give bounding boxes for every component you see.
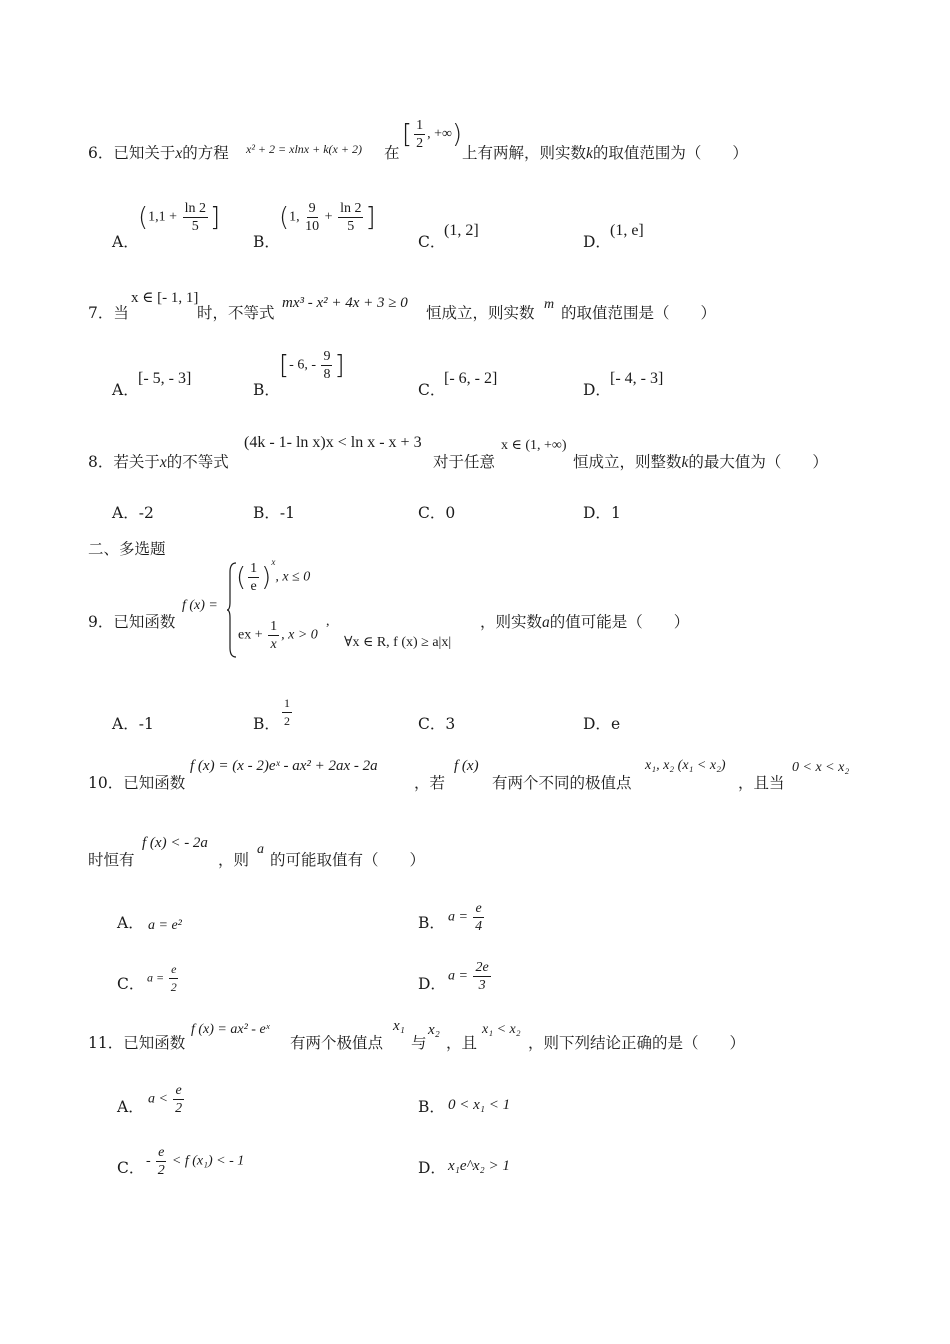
q6-option-d-label: D． xyxy=(583,233,611,251)
q10-function: f (x) = (x - 2)eˣ - ax² + 2ax - 2a xyxy=(190,758,378,774)
q9-suffix-a: ，则实数 xyxy=(480,613,543,631)
q10-mid: 有两个不同的极值点 xyxy=(492,774,632,792)
q9-option-a: A．-1 xyxy=(112,715,154,733)
q9-option-b-value: $\frac{1}{2}$ xyxy=(284,696,290,728)
q11-suffix: ，则下列结论正确的是（ ） xyxy=(528,1034,746,1052)
q10-option-d-value: a = $\frac{2e}{3}$ xyxy=(448,960,489,993)
q6-var: x xyxy=(175,145,183,162)
q10-option-a-label: A． xyxy=(117,914,144,932)
q8-condition: x ∈ (1, +∞) xyxy=(501,438,567,453)
q10-range: 0 < x < x₂ xyxy=(792,760,850,775)
q8-option-d: D．1 xyxy=(583,504,621,522)
q10-option-d-label: D． xyxy=(418,975,446,993)
q8-mid: 的不等式 xyxy=(166,453,229,471)
q10-option-c-label: C． xyxy=(117,975,145,993)
q10-fx2: f (x) xyxy=(454,758,479,774)
q9-fx: f (x) = xyxy=(182,598,218,613)
q10-line2-ineq: f (x) < - 2a xyxy=(142,835,208,851)
q7-option-a-label: A． xyxy=(112,381,139,399)
q8-inequality: (4k - 1- ln x)x < ln x - x + 3 xyxy=(244,434,422,451)
q6-in: 在 xyxy=(384,144,400,162)
q10-option-b-value: a = $\frac{e}{4}$ xyxy=(448,901,483,934)
q6-suffix-a: 上有两解，则实数 xyxy=(462,144,587,162)
q10-option-b-label: B． xyxy=(418,914,445,932)
q11-option-d-label: D． xyxy=(418,1159,446,1177)
q6-option-c-value: (1, 2] xyxy=(444,222,479,239)
q7-mid: 时，不等式 xyxy=(197,304,275,322)
q11-cond: x₁ < x₂ xyxy=(482,1022,521,1037)
q7-prefix: 7．当 xyxy=(88,304,129,322)
q7-suffix-b: 的取值范围是（ ） xyxy=(561,304,717,322)
q11-prefix: 11．已知函数 xyxy=(88,1034,186,1052)
q9-option-b-label: B． xyxy=(253,715,280,733)
q9-suffix-b: 的值可能是（ ） xyxy=(549,613,690,631)
q9-case-1: ( $\frac{1}{e}$ )$^x$, x ≤ 0 xyxy=(236,557,311,594)
q10-line2-suffix: 的可能取值有（ ） xyxy=(270,851,426,869)
q11-q: ，且 xyxy=(446,1034,478,1052)
q11-mid: 有两个极值点 xyxy=(290,1034,384,1052)
q9-forall: ∀x ∈ R, f (x) ≥ a|x| xyxy=(344,635,452,650)
q6-option-b-label: B． xyxy=(253,233,280,251)
q8-prefix: 8．若关于 xyxy=(88,453,160,471)
q6-interval: [ $\frac{1}{2}$ , +∞) xyxy=(402,118,463,151)
q7-option-d-value: [- 4, - 3] xyxy=(610,370,664,387)
q7-option-a-value: [- 5, - 3] xyxy=(138,370,192,387)
q11-function: f (x) = ax² - eˣ xyxy=(191,1022,270,1037)
q7-option-b-label: B． xyxy=(253,381,280,399)
q10-line2-pre: 时恒有 xyxy=(88,851,135,869)
q10-line2-var: a xyxy=(257,842,264,857)
q7-option-b-value: [- 6, - $\frac{9}{8}$ ] xyxy=(279,349,345,382)
q7-suffix-a: 恒成立，则实数 xyxy=(426,304,535,322)
q11-option-b-value: 0 < x₁ < 1 xyxy=(448,1097,511,1113)
q6-prefix: 6．已知关于 xyxy=(88,144,176,162)
section-heading: 二、多选题 xyxy=(88,540,166,558)
q10-and: ，且当 xyxy=(738,774,785,792)
q10-prefix: 10．已知函数 xyxy=(88,774,186,792)
q8-option-a: A．-2 xyxy=(112,504,154,522)
q8-cond-label: 对于任意 xyxy=(433,453,496,471)
q11-and: 与 xyxy=(411,1034,427,1052)
q6-option-a-label: A． xyxy=(112,233,139,251)
q11-option-a-value: a < $\frac{e}{2}$ xyxy=(148,1083,183,1116)
q7-mvar: m xyxy=(544,297,555,312)
q6-mid: 的方程 xyxy=(182,144,229,162)
q8-option-b: B．-1 xyxy=(253,504,295,522)
q7-option-d-label: D． xyxy=(583,381,611,399)
q11-option-a-label: A． xyxy=(117,1098,144,1116)
q8-var: x xyxy=(159,454,167,471)
q6-option-b-value: (1, $\frac{9}{10}$ + $\frac{\ln 2}{5}$ ] xyxy=(279,201,376,234)
q9-option-c: C．3 xyxy=(418,715,456,733)
q8-suffix-a: 恒成立，则整数 xyxy=(573,453,682,471)
q6-equation: x² + 2 = xlnx + k(x + 2) xyxy=(246,142,362,156)
q11-x2: x₂ xyxy=(428,1022,440,1038)
q7-condition: x ∈ [- 1, 1] xyxy=(131,290,199,306)
q6-option-a-value: (1,1 + $\frac{\ln 2}{5}$ ] xyxy=(138,201,221,234)
q8-option-c: C．0 xyxy=(418,504,456,522)
q11-option-d-value: x₁e^x₂ > 1 xyxy=(448,1158,510,1174)
q10-option-a-value: a = e² xyxy=(148,918,182,933)
q11-option-b-label: B． xyxy=(418,1098,445,1116)
q9-prefix: 9．已知函数 xyxy=(88,613,176,631)
q6-option-c-label: C． xyxy=(418,233,446,251)
q8-suffix-b: 的最大值为（ ） xyxy=(688,453,828,471)
q10-line2-mid: ，则 xyxy=(218,851,250,869)
q9-case-2: ex + $\frac{1}{x}$ , x > 0 xyxy=(238,619,318,652)
q10-option-c-value: a = $\frac{e}{2}$ xyxy=(147,962,177,994)
q11-option-c-value: - $\frac{e}{2}$ < f (x₁) < - 1 xyxy=(146,1145,245,1178)
q10-if: ，若 xyxy=(414,774,446,792)
q9-avar: a xyxy=(542,614,550,631)
q11-x1: x₁ xyxy=(393,1018,405,1034)
q7-inequality: mx³ - x² + 4x + 3 ≥ 0 xyxy=(282,295,408,311)
q6-kvar: k xyxy=(586,145,593,162)
q6-suffix-b: 的取值范围为（ ） xyxy=(592,144,748,162)
q10-points: x₁, x₂ (x₁ < x₂) xyxy=(645,758,726,773)
q8-kvar: k xyxy=(681,454,689,471)
q11-option-c-label: C． xyxy=(117,1159,145,1177)
q7-option-c-label: C． xyxy=(418,381,446,399)
q7-option-c-value: [- 6, - 2] xyxy=(444,370,498,387)
q6-option-d-value: (1, e] xyxy=(610,222,644,239)
q9-option-d: D．e xyxy=(583,715,621,733)
q9-comma: , xyxy=(326,614,330,629)
